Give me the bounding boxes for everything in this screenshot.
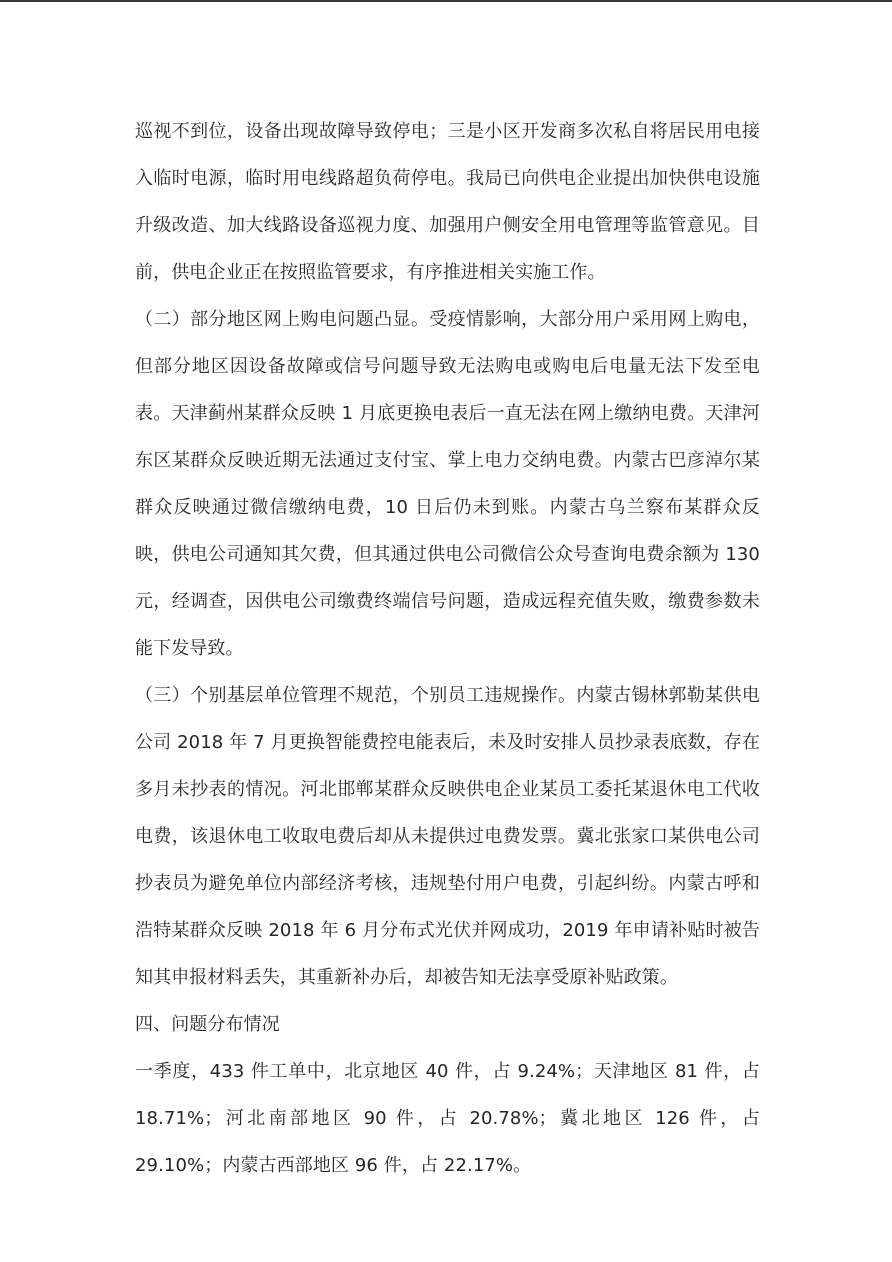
paragraph-management-issues: （三）个别基层单位管理不规范，个别员工违规操作。内蒙古锡林郭勒某供电公司 2018 年 7 月更换智能费控电能表后，未及时安排人员抄录表底数，存在多月未抄表的情况。河北邯郸某群众反映供电企业某员工委托某退休电工代收电费，该退休电工收取电费后却从未提供过电费发票。冀北张家口某供电公司抄表员为避免单位内部经济考核，违规垫付用户电费，引起纠纷。内蒙古呼和浩特某群众反映 2018 年 6 月分布式光伏并网成功，2019 年申请补贴时被告知其申报材料丢失，其重新补办后，却被告知无法享受原补贴政策。: [135, 685, 760, 988]
paragraph-online-purchase-issues: （二）部分地区网上购电问题凸显。受疫情影响，大部分用户采用网上购电，但部分地区因设备故障或信号问题导致无法购电或购电后电量无法下发至电表。天津蓟州某群众反映 1 月底更换电表后一直无法在网上缴纳电费。天津河东区某群众反映近期无法通过支付宝、掌上电力交纳电费。内蒙古巴彦淖尔某群众反映通过微信缴纳电费，10 日后仍未到账。内蒙古乌兰察布某群众反映，供电公司通知其欠费，但其通过供电公司微信公众号查询电费余额为 130 元，经调查，因供电公司缴费终端信号问题，造成远程充值失败，缴费参数未能下发导致。: [135, 309, 760, 659]
section-heading-distribution: 四、问题分布情况: [135, 1014, 280, 1035]
document-body: [135, 108, 760, 1189]
paragraph-outage-causes: 巡视不到位，设备出现故障导致停电；三是小区开发商多次私自将居民用电接入临时电源，临时用电线路超负荷停电。我局已向供电企业提出加快供电设施升级改造、加大线路设备巡视力度、加强用户侧安全用电管理等监管意见。目前，供电企业正在按照监管要求，有序推进相关实施工作。: [135, 121, 760, 283]
paragraph-distribution-stats: 一季度，433 件工单中，北京地区 40 件，占 9.24%；天津地区 81 件，占 18.71%；河北南部地区 90 件，占 20.78%；冀北地区 126 件，占 29.10%；内蒙古西部地区 96 件，占 22.17%。: [135, 1061, 760, 1176]
page-top-border: [0, 0, 892, 2]
